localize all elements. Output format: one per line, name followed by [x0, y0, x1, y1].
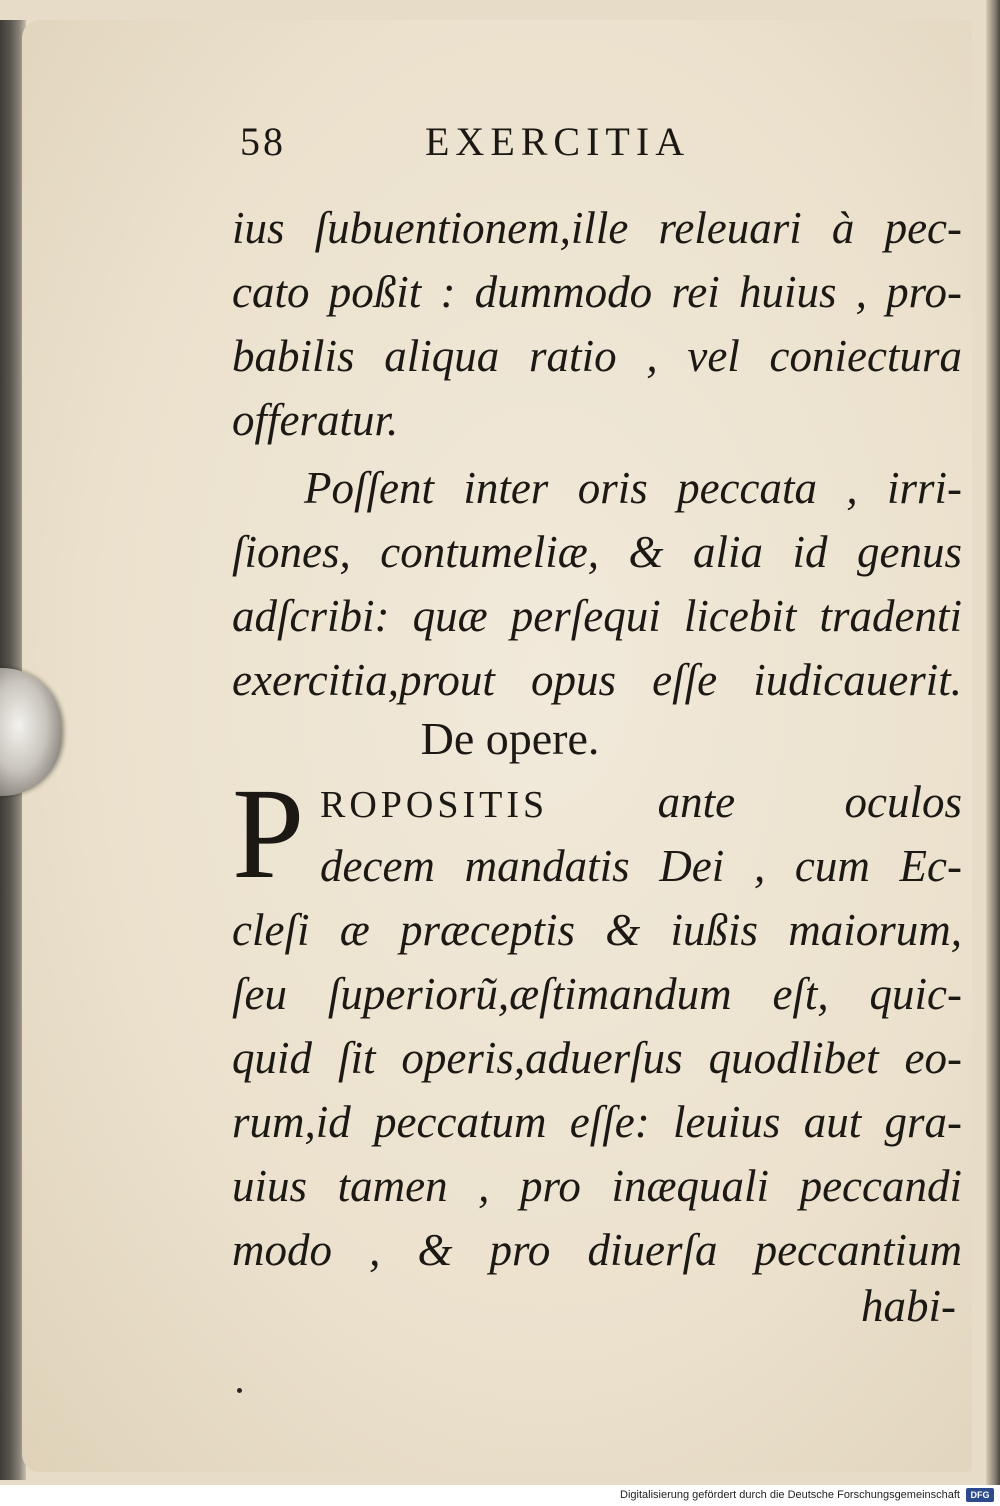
drop-capital: P: [232, 762, 305, 906]
text-line: ſiones, contumeliæ, & alia id genus: [232, 527, 962, 577]
page-header: [240, 118, 800, 178]
text-line: Poſſent inter oris peccata , irri-: [304, 463, 962, 513]
paragraph-2: [232, 456, 962, 712]
text-line: cleſi æ præceptis & iußis maiorum,: [232, 905, 962, 955]
footer-bar: [0, 1485, 1000, 1506]
text-line: adſcribi: quæ perſequi licebit tradenti: [232, 591, 962, 641]
text-line: ius ſubuentionem,ille releuari à pec-: [232, 203, 962, 253]
text-line: ſeu ſuperiorũ,æſtimandum eſt, quic-: [232, 969, 962, 1019]
section-heading: De opere.: [420, 713, 600, 764]
text-line: quid ſit operis,aduerſus quodlibet eo-: [232, 1033, 962, 1083]
ink-speck: [237, 1388, 242, 1393]
paragraph-1: [232, 196, 962, 452]
text-segment: ante oculos: [657, 777, 962, 827]
text-line: offeratur.: [232, 395, 399, 445]
text-line: cato poßit : dummodo rei huius , pro-: [232, 267, 962, 317]
text-line: rum,id peccatum eſſe: leuius aut gra-: [232, 1097, 962, 1147]
small-caps-word: ROPOSITIS: [320, 784, 549, 826]
text-line: babilis aliqua ratio , vel coniectura: [232, 331, 962, 381]
running-title: EXERCITIA: [425, 119, 691, 164]
paragraph-3-first-line: [320, 770, 962, 837]
text-line: modo , & pro diuerſa peccantium: [232, 1225, 962, 1275]
paragraph-3: [232, 898, 962, 1282]
catchword: habi-: [861, 1281, 956, 1331]
text-line: exercitia,prout opus eſſe iudicauerit.: [232, 655, 962, 705]
funding-credit: Digitalisierung gefördert durch die Deutsche Forschungsgemeinschaft: [620, 1489, 960, 1501]
dfg-logo: DFG: [966, 1488, 994, 1502]
paragraph-3-second-line: decem mandatis Dei , cum Ec-: [320, 841, 962, 891]
page-number: 58: [240, 119, 286, 164]
text-line: uius tamen , pro inæquali peccandi: [232, 1161, 962, 1211]
